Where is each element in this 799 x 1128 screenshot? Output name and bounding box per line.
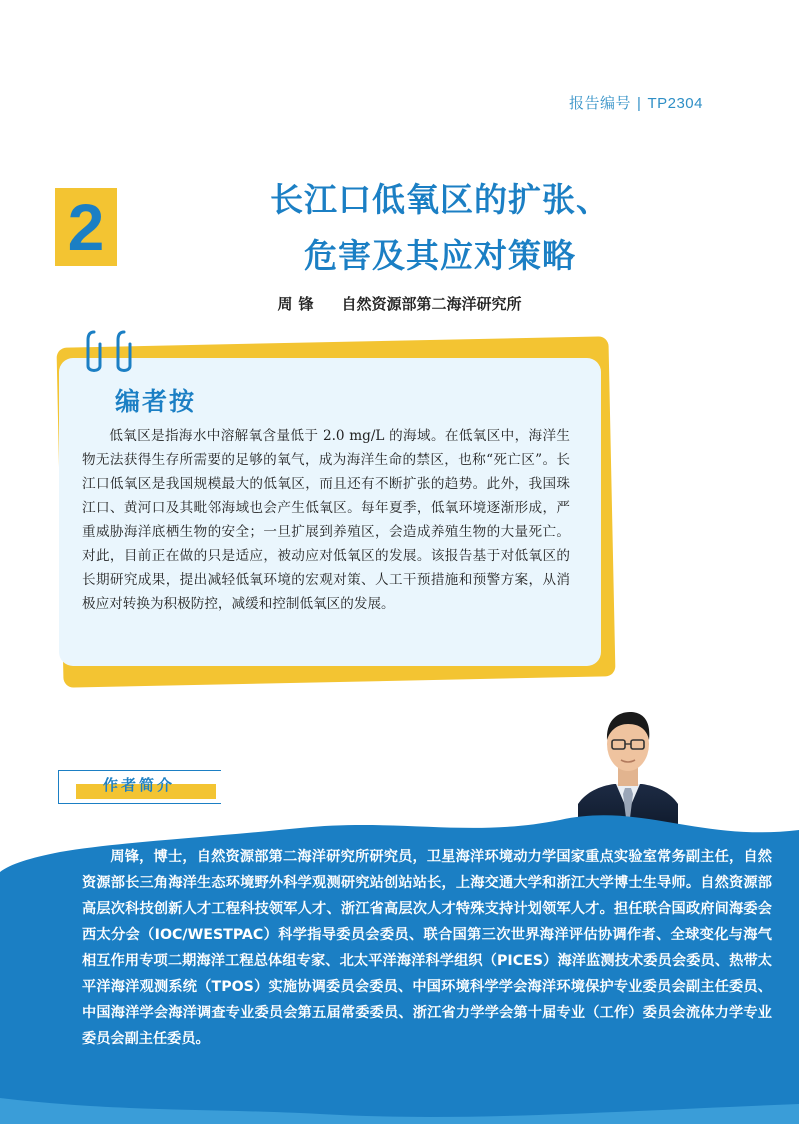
binder-clip-icon	[86, 330, 102, 376]
page-title	[200, 172, 680, 284]
report-number	[569, 92, 703, 113]
editor-note-body: 低氧区是指海水中溶解氧含量低于 2.0 mg/L 的海域。在低氧区中，海洋生物无法获得生存所需要的足够的氧气，成为海洋生命的禁区，也称“死亡区”。长江口低氧区是我国规模最大的低氧区，而且还有不断扩张的趋势。此外，我国珠江口、黄河口及其毗邻海域也会产生低氧区。每年夏季，低氧环境逐渐形成，严重威胁海洋底栖生物的安全；一旦扩展到养殖区，会造成养殖生物的大量死亡。对此，目前正在做的只是适应，被动应对低氧区的发展。该报告基于对低氧区的长期研究成果，提出减轻低氧环境的宏观对策、人工干预措施和预警方案，从消极应对转换为积极防控，减缓和控制低氧区的发展。	[82, 428, 570, 612]
page-title-line-2: 危害及其应对策略	[304, 236, 576, 275]
editor-note-heading: 编者按	[115, 387, 197, 416]
chapter-number: 2	[67, 190, 105, 264]
binder-clip-icon	[116, 330, 132, 376]
chapter-number-badge	[55, 188, 117, 266]
report-number-label: 报告编号	[569, 95, 632, 112]
author-portrait	[578, 700, 678, 830]
byline-author: 周锋	[277, 295, 320, 313]
byline-institution: 自然资源部第二海洋研究所	[341, 295, 522, 313]
author-section-label: 作者简介	[102, 776, 175, 794]
page-title-line-1: 长江口低氧区的扩张、	[270, 180, 610, 219]
author-bio-text: 周锋，博士，自然资源部第二海洋研究所研究员，卫星海洋环境动力学国家重点实验室常务副主任，自然资源部长三角海洋生态环境野外科学观测研究站创站站长，上海交通大学和浙江大学博士生导师。自然资源部高层次科技创新人才工程科技领军人才、浙江省高层次人才特殊支持计划领军人才。担任联合国政府间海委会西太分会（IOC/WESTPAC）科学指导委员会委员、联合国第三次世界海洋评估协调作者、全球变化与海气相互作用专项二期海洋工程总体组专家、北太平洋海洋科学组织（PICES）海洋监测技术委员会委员、热带太平洋海洋观测系统（TPOS）实施协调委员会委员、中国环境科学学会海洋环境保护专业委员会副主任委员、中国海洋学会海洋调查专业委员会第五届常委委员、浙江省力学学会第十届专业（工作）委员会流体力学专业委员会副主任委员。	[82, 849, 772, 1047]
report-number-separator: |	[637, 95, 642, 112]
report-number-code: TP2304	[647, 95, 703, 112]
byline	[0, 293, 799, 314]
